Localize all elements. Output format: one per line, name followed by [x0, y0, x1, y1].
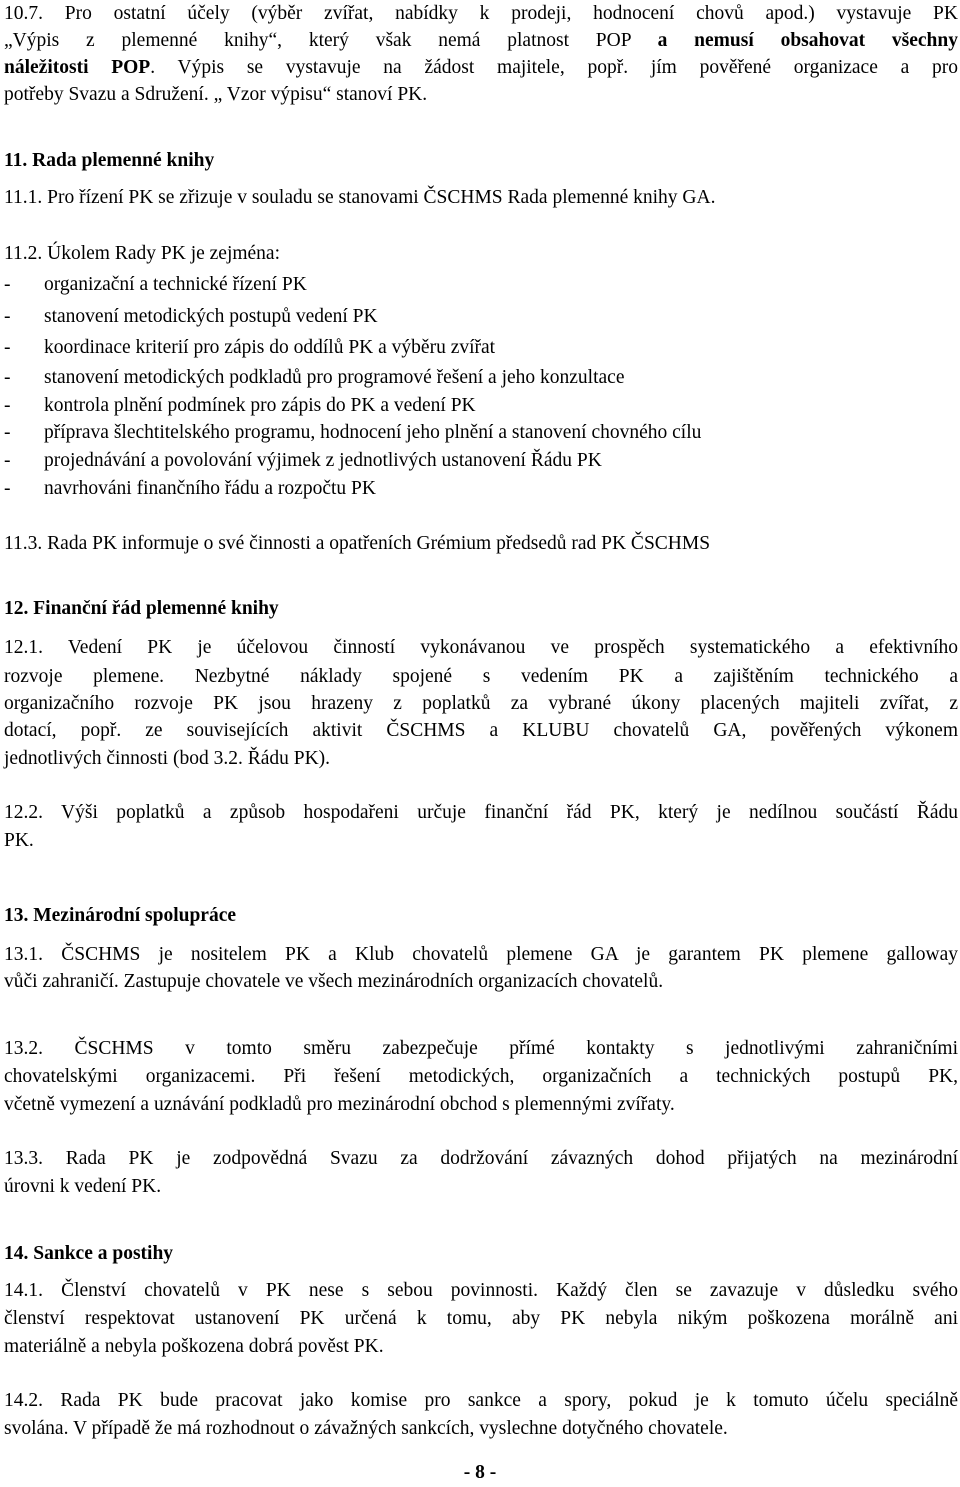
list-bullet: - — [4, 395, 11, 416]
list-bullet: - — [4, 306, 11, 327]
paragraph-13-1-line: 13.1. ČSCHMS je nositelem PK a Klub chovatelů plemene GA je garantem PK plemene galloway — [4, 944, 958, 965]
paragraph-12-1-line: jednotlivých činnosti (bod 3.2. Řádu PK). — [4, 748, 331, 769]
paragraph-11-3: 11.3. Rada PK informuje o své činnosti a opatřeních Grémium předsedů rad PK ČSCHMS — [4, 533, 711, 554]
list-item-text: koordinace kriterií pro zápis do oddílů PK a výběru zvířat — [44, 337, 496, 358]
text-run: „Výpis z plemenné knihy“, který však nemá platnost POP — [4, 30, 658, 51]
list-item — [4, 364, 624, 392]
paragraph-14-1-line: materiálně a nebyla poškozena dobrá pověst PK. — [4, 1336, 384, 1357]
list-bullet: - — [4, 478, 11, 499]
list-item-text: stanovení metodických podkladů pro programové řešení a jeho konzultace — [44, 367, 625, 388]
list-item-text: navrhováni finančního řádu a rozpočtu PK — [44, 478, 376, 499]
list-item — [4, 303, 378, 331]
paragraph-13-3-line: úrovni k vedení PK. — [4, 1176, 162, 1197]
paragraph-14-2-line: svolána. V případě že má rozhodnout o závažných sankcích, vyslechne dotyčného chovatele. — [4, 1418, 728, 1439]
list-item-text: projednávání a povolování výjimek z jednotlivých ustanovení Řádu PK — [44, 450, 602, 471]
section-heading: 13. Mezinárodní spolupráce — [4, 905, 237, 926]
list-item — [4, 419, 701, 447]
bold-text-run: a nemusí obsahovat všechny — [657, 30, 958, 51]
paragraph-13-2-line: včetně vymezení a uznávání podkladů pro mezinárodní obchod s plemennými zvířaty. — [4, 1094, 675, 1115]
paragraph-12-1-line: dotací, popř. ze souvisejících aktivit ČSCHMS a KLUBU chovatelů GA, pověřených výkonem — [4, 720, 958, 741]
paragraph-10-7-line: potřeby Svazu a Sdružení. „ Vzor výpisu“ stanoví PK. — [4, 84, 428, 105]
paragraph-14-1-line: členství respektovat ustanovení PK určená k tomu, aby PK nebyla nikým poškozena morálně ani — [4, 1308, 958, 1329]
list-bullet: - — [4, 274, 11, 295]
paragraph-10-7-line — [4, 54, 958, 82]
section-heading: 14. Sankce a postihy — [4, 1243, 174, 1264]
paragraph-12-2-line: PK. — [4, 830, 34, 851]
list-item — [4, 334, 495, 362]
bold-text-run: náležitosti POP — [4, 57, 151, 78]
paragraph-13-1-line: vůči zahraničí. Zastupuje chovatele ve všech mezinárodních organizacích chovatelů. — [4, 971, 664, 992]
list-bullet: - — [4, 367, 11, 388]
list-item-text: organizační a technické řízení PK — [44, 274, 307, 295]
list-item — [4, 447, 602, 475]
list-item — [4, 475, 376, 503]
list-item-text: kontrola plnění podmínek pro zápis do PK a vedení PK — [44, 395, 476, 416]
paragraph-14-2-line: 14.2. Rada PK bude pracovat jako komise pro sankce a spory, pokud je k tomuto účelu speciálně — [4, 1390, 958, 1411]
list-item — [4, 392, 476, 420]
paragraph-11-1: 11.1. Pro řízení PK se zřizuje v souladu se stanovami ČSCHMS Rada plemenné knihy GA. — [4, 187, 716, 208]
paragraph-11-2: 11.2. Úkolem Rady PK je zejména: — [4, 243, 281, 264]
paragraph-13-2-line: chovatelskými organizacemi. Při řešení metodických, organizačních a technických postupů PK, — [4, 1066, 958, 1087]
paragraph-10-7-line: 10.7. Pro ostatní účely (výběr zvířat, nabídky k prodeji, hodnocení chovů apod.) vystavuje PK — [4, 3, 958, 24]
paragraph-12-1-line: 12.1. Vedení PK je účelovou činností vykonávanou ve prospěch systematického a efektivního — [4, 637, 958, 658]
list-bullet: - — [4, 422, 11, 443]
paragraph-12-1-line: rozvoje plemene. Nezbytné náklady spojené s vedením PK a zajištěním technického a — [4, 666, 958, 687]
paragraph-12-2-line: 12.2. Výši poplatků a způsob hospodařeni určuje finanční řád PK, který je nedílnou součástí Řádu — [4, 802, 958, 823]
page-number: - 8 - — [463, 1462, 497, 1483]
section-heading: 11. Rada plemenné knihy — [4, 150, 215, 171]
list-item-text: stanovení metodických postupů vedení PK — [44, 306, 378, 327]
paragraph-14-1-line: 14.1. Členství chovatelů v PK nese s sebou povinnosti. Každý člen se zavazuje v důsledku svého — [4, 1280, 958, 1301]
paragraph-10-7-line — [4, 27, 958, 55]
list-bullet: - — [4, 337, 11, 358]
text-run: . Výpis se vystavuje na žádost majitele, popř. jím pověřené organizace a pro — [150, 57, 958, 78]
paragraph-12-1-line: organizačního rozvoje PK jsou hrazeny z poplatků za vybrané úkony placených majiteli zvířat, z — [4, 693, 958, 714]
paragraph-13-3-line: 13.3. Rada PK je zodpovědná Svazu za dodržování závazných dohod přijatých na mezinárodní — [4, 1148, 958, 1169]
list-bullet: - — [4, 450, 11, 471]
list-item — [4, 271, 307, 299]
list-item-text: příprava šlechtitelského programu, hodnocení jeho plnění a stanovení chovného cílu — [44, 422, 702, 443]
section-heading: 12. Finanční řád plemenné knihy — [4, 598, 279, 619]
paragraph-13-2-line: 13.2. ČSCHMS v tomto směru zabezpečuje přímé kontakty s jednotlivými zahraničními — [4, 1038, 958, 1059]
